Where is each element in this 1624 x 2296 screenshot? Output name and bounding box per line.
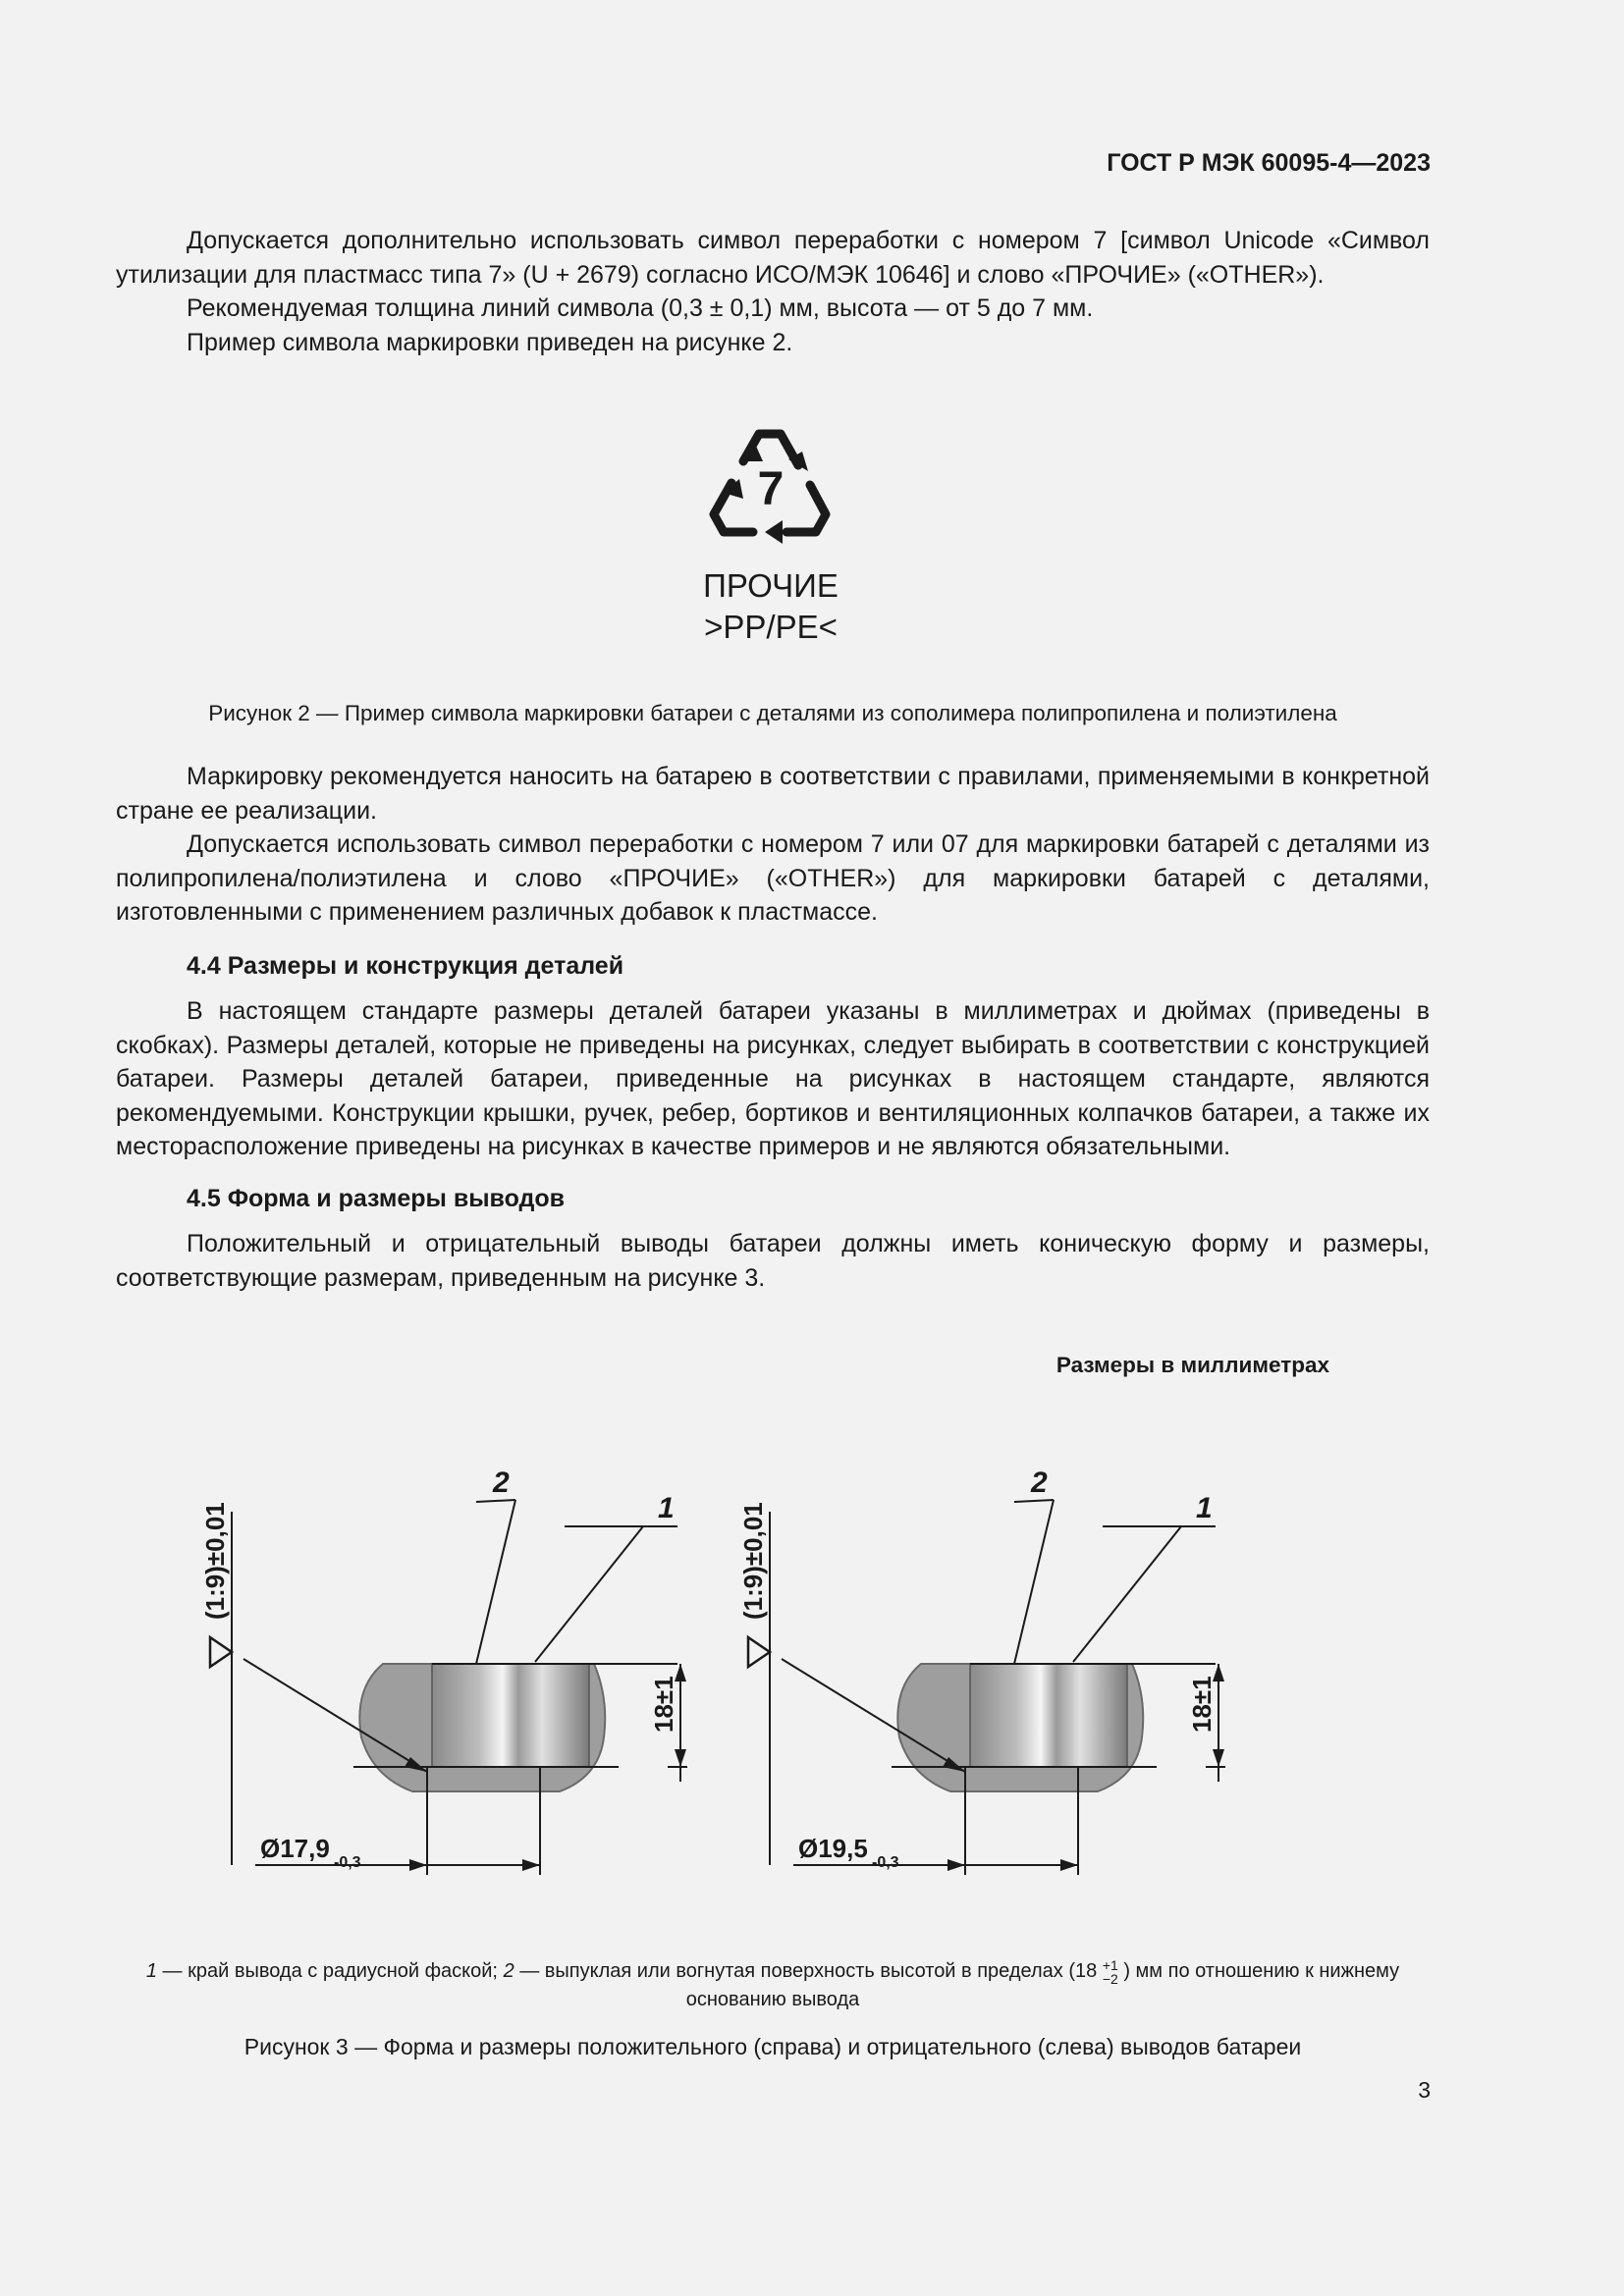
- symbol-text-other: ПРОЧИЕ: [703, 567, 839, 604]
- legend-t1: — край вывода с радиусной фаской;: [157, 1960, 504, 1982]
- figure-3-caption: Рисунок 3 — Форма и размеры положительного (справа) и отрицательного (слева) выводов батареи: [244, 2034, 1302, 2059]
- units-note: Размеры в миллиметрах: [1056, 1353, 1329, 1377]
- paragraph: Допускается дополнительно использовать символ переработки с номером 7 [символ Unicode «Символ утилизации для пластмасс типа 7» (U + 2679) согласно ИСО/МЭК 10646] и слово «ПРОЧИЕ» («OTHER»).: [116, 227, 1430, 289]
- legend-sup: +1: [1102, 1956, 1118, 1973]
- height-dimension-right: 18±1: [1187, 1676, 1217, 1733]
- negative-terminal-drawing: [200, 1467, 687, 1875]
- callout-1-left: 1: [658, 1492, 675, 1524]
- callout-2-left: 2: [493, 1467, 510, 1499]
- section-4-4-text: В настоящем стандарте размеры деталей батареи указаны в миллиметрах и дюймах (приведены в скобках). Размеры деталей, которые не приведены на рисунках, следует выбирать в соответствии с конструкцией батареи. Размеры деталей батареи, приведенные на рисунках в настоящем стандарте, являются рекомендуемыми. Конструкции крышки, ручек, ребер, бортиков и вентиляционных колпачков батареи, а также их месторасположение приведены на рисунках в качестве примеров и не являются обязательными.: [116, 997, 1430, 1160]
- figure-3-legend: [116, 1957, 1430, 2013]
- figure-3-drawing: [200, 1453, 1473, 1904]
- legend-t2: — выпуклая или вогнутая поверхность высотой в пределах (18: [514, 1960, 1103, 1982]
- intro-paragraphs: [116, 224, 1430, 359]
- symbol-text-material: >PP/PE<: [704, 609, 838, 645]
- middle-paragraphs: [116, 760, 1430, 1295]
- diameter-dimension-right: Ø19,5: [798, 1834, 868, 1863]
- positive-terminal-drawing: [738, 1467, 1225, 1875]
- callout-1-right: 1: [1196, 1492, 1213, 1524]
- legend-t3: ) мм по отношению к нижнему основанию вывода: [685, 1960, 1400, 2010]
- paragraph: Допускается использовать символ переработки с номером 7 или 07 для маркировки батарей с деталями из полипропилена/полиэтилена и слово «ПРОЧИЕ» («OTHER») для маркировки батарей с деталями, изготовленными с применением различных добавок к пластмассе.: [116, 830, 1430, 926]
- document-header: ГОСТ Р МЭК 60095-4—2023: [1107, 149, 1431, 177]
- recycle-number: 7: [757, 463, 785, 515]
- legend-n1: 1: [145, 1960, 157, 1982]
- taper-dimension-left: (1:9)±0,01: [200, 1502, 230, 1620]
- legend-n2: 2: [503, 1960, 514, 1982]
- recycle-symbol: [704, 422, 838, 550]
- paragraph: Рекомендуемая толщина линий символа (0,3 ± 0,1) мм, высота — от 5 до 7 мм.: [187, 294, 1094, 322]
- page-number: 3: [1418, 2077, 1431, 2103]
- legend-tolerance: [1103, 1958, 1118, 1986]
- paragraph: Пример символа маркировки приведен на рисунке 2.: [187, 328, 793, 356]
- taper-dimension-right: (1:9)±0,01: [738, 1502, 768, 1620]
- diameter-tolerance-left: -0,3: [334, 1854, 361, 1871]
- section-4-4-title: 4.4 Размеры и конструкция деталей: [187, 951, 624, 980]
- recycle-triangle-icon: [704, 422, 838, 550]
- callout-2-right: 2: [1031, 1467, 1048, 1499]
- height-dimension-left: 18±1: [649, 1676, 678, 1733]
- section-4-5-text: Положительный и отрицательный выводы батареи должны иметь коническую форму и размеры, соответствующие размерам, приведенным на рисунке 3.: [116, 1230, 1430, 1292]
- paragraph: Маркировку рекомендуется наносить на батарею в соответствии с правилами, применяемыми в конкретной стране ее реализации.: [116, 763, 1430, 825]
- section-4-5-title: 4.5 Форма и размеры выводов: [187, 1184, 566, 1212]
- diameter-tolerance-right: -0,3: [872, 1854, 899, 1871]
- diameter-dimension-left: Ø17,9: [260, 1834, 330, 1863]
- legend-sub: −2: [1102, 1970, 1118, 1987]
- figure-2-caption: Рисунок 2 — Пример символа маркировки батареи с деталями из сополимера полипропилена и полиэтилена: [208, 701, 1337, 725]
